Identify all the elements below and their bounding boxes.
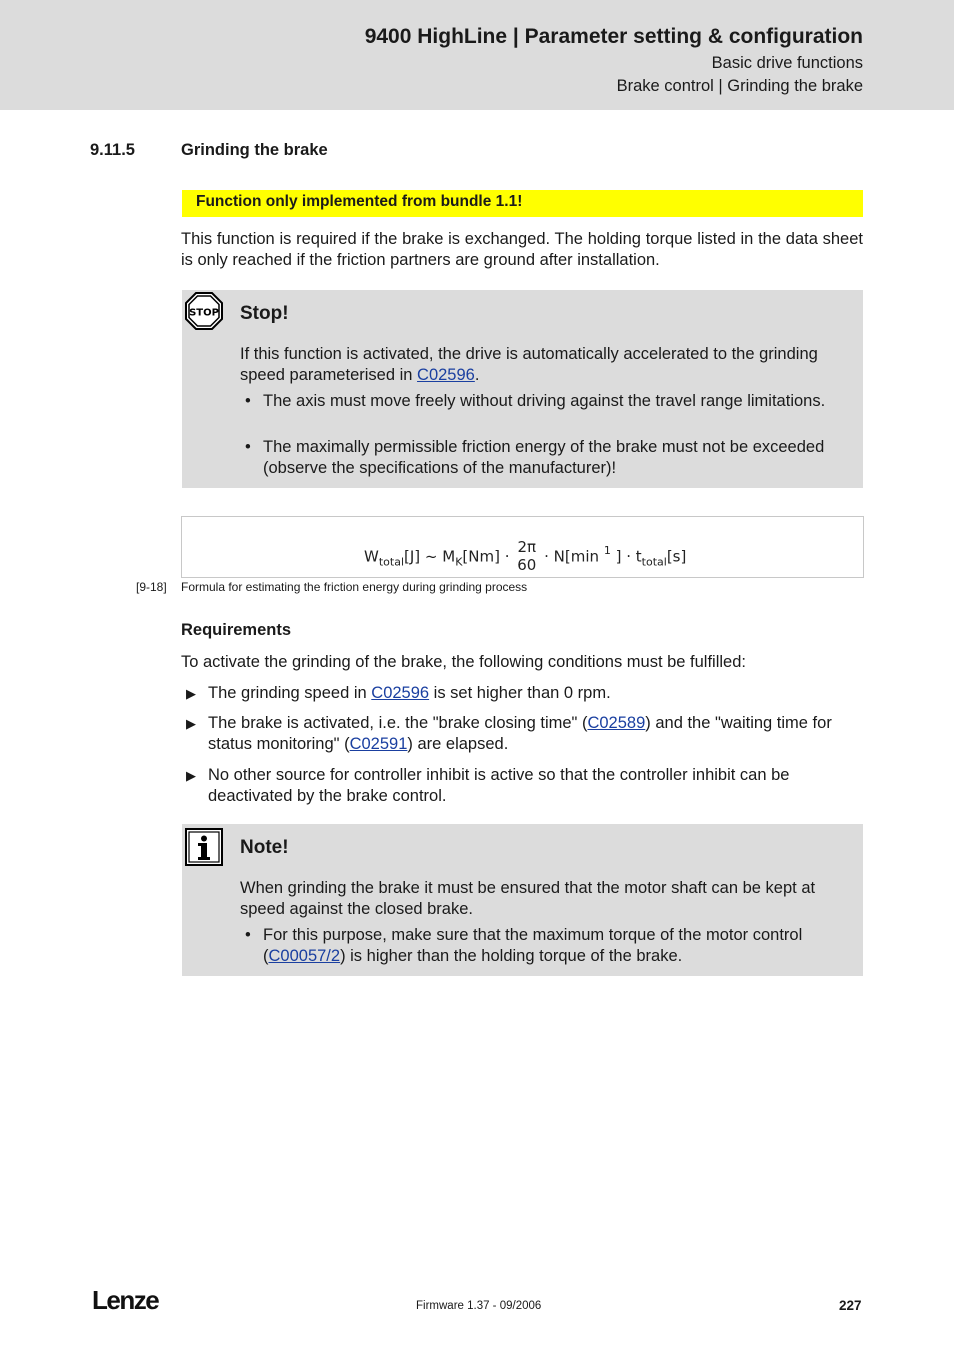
svg-text:STOP: STOP [189, 307, 219, 319]
formula: $W_{total}[J]$ ~ $M_K[Nm]$ · 2π 60 · N[min $^1$ ] · $t_{total}[s]$ [364, 538, 687, 574]
param-link[interactable]: C02591 [349, 735, 408, 753]
header-title: 9400 HighLine | Parameter setting & configuration [364, 25, 863, 48]
param-link[interactable]: C02589 [587, 714, 646, 732]
requirements-heading: Requirements [181, 621, 292, 639]
note-title: Note! [240, 837, 289, 858]
section-number: 9.11.5 [90, 141, 135, 159]
highlight-banner [182, 190, 863, 217]
arrow-icon: ▶ [186, 686, 196, 701]
page-number: 227 [839, 1298, 862, 1313]
highlight-text: Function only implemented from bundle 1.1! [196, 193, 523, 210]
param-link[interactable]: C02596 [417, 366, 475, 384]
header-subtitle-1: Basic drive functions [711, 54, 863, 72]
requirements-intro: To activate the grinding of the brake, the following conditions must be fulfilled: [181, 653, 746, 671]
param-link[interactable]: C00057/2 [268, 947, 341, 965]
note-box: Note! When grinding the brake it must be ensured that the motor shaft can be kept at speed against the closed brake. • For this purpose, make sure that the maximum torque of the motor control (C00057/2) is higher than the holding torque of the brake. [182, 824, 863, 976]
caption-text: Formula for estimating the friction energy during grinding process [181, 580, 528, 594]
stop-text: If this function is activated, the drive is automatically accelerated to the grinding speed parameterised in C02596. [240, 345, 818, 384]
svg-text:Lenze: Lenze [92, 1287, 159, 1313]
arrow-icon: ▶ [186, 768, 196, 783]
page-header [0, 0, 954, 110]
caption-number: [9-18] [136, 580, 167, 594]
stop-title: Stop! [240, 303, 289, 324]
fraction: 2π 60 [517, 538, 537, 574]
header-subtitle-2: Brake control | Grinding the brake [616, 77, 863, 95]
param-link[interactable]: C02596 [371, 684, 430, 702]
firmware-info: Firmware 1.37 - 09/2006 [416, 1300, 542, 1312]
section-title: Grinding the brake [181, 141, 328, 159]
stop-sign-icon [185, 292, 223, 330]
stop-box: STOP Stop! If this function is activated, the drive is automatically accelerated to the grinding speed parameterised in C02596. • The axis must move freely without driving against the travel range limitations. • The maximally permissible friction energy of the brake must not be exceeded (observe the specifications of the manufacturer)! [182, 290, 863, 488]
lenze-logo [92, 1287, 172, 1313]
arrow-icon: ▶ [186, 716, 196, 731]
info-icon [185, 828, 223, 866]
note-text: When grinding the brake it must be ensured that the motor shaft can be kept at speed against the closed brake. [240, 879, 816, 918]
formula-box [181, 516, 864, 578]
intro-paragraph: This function is required if the brake is exchanged. The holding torque listed in the data sheet is only reached if the friction partners are ground after installation. [181, 230, 863, 269]
